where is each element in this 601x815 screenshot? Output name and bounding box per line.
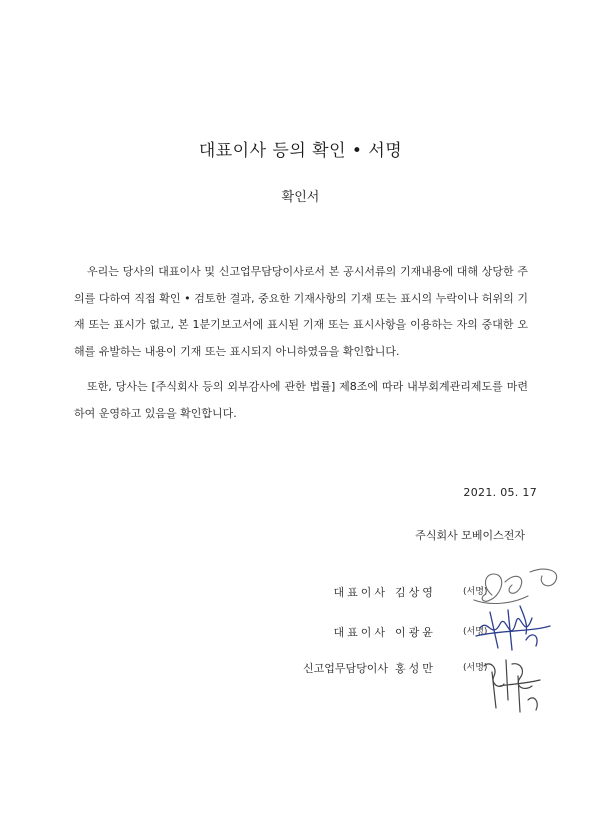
signer-role: 신고업무담당이사 — [302, 662, 388, 675]
confirmation-paragraph — [74, 259, 528, 365]
signature-mark: (서명) — [463, 587, 488, 597]
signer-name: 홍성만 — [395, 662, 436, 675]
signer-role: 대표이사 — [333, 626, 388, 639]
signer-name: 이광윤 — [395, 626, 436, 639]
company-name: 주식회사 모베이스전자 — [415, 529, 525, 542]
signature-mark: (서명) — [463, 627, 488, 637]
document-title: 대표이사 등의 확인 • 서명 — [198, 141, 403, 161]
signer-row — [0, 660, 601, 680]
internal-control-paragraph — [74, 374, 528, 427]
paragraph-text: 또한, 당사는 [주식회사 등의 외부감사에 관한 법률] 제8조에 따라 내부회계관리제도를 마련하여 운영하고 있음을 확인합니다. — [74, 380, 528, 420]
signer-row — [0, 584, 601, 604]
document-date: 2021. 05. 17 — [463, 486, 537, 499]
signature-mark: (서명) — [463, 663, 488, 673]
paragraph-text: 우리는 당사의 대표이사 및 신고업무담당이사로서 본 공시서류의 기재내용에 대해 상당한 주의를 다하여 직접 확인 • 검토한 결과, 중요한 기재사항의 기재 또는 표시의 누락이나 허위의 기재 또는 표시가 없고, 본 1분기보고서에 표시된 기재 또는 표시사항을 이용하는 자의 중대한 오해를 유발하는 내용이 기재 또는 표시되지 아니하였음을 확인합니다. — [74, 265, 528, 358]
signer-row — [0, 624, 601, 644]
document-subtitle: 확인서 — [281, 190, 320, 205]
signer-name: 김상영 — [395, 586, 436, 599]
signer-role: 대표이사 — [333, 586, 388, 599]
